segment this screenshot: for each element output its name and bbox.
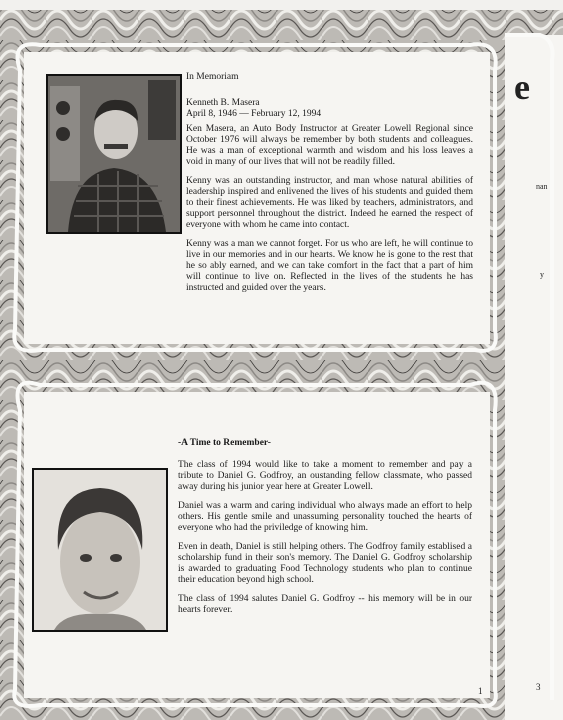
remember-heading: -A Time to Remember- — [178, 438, 271, 448]
remember-paragraph: Daniel was a warm and caring individual who always made an effort to help others. His gentle smile and unassuming personality touched the hearts of everyone who had the priviledge of knowing him. — [178, 501, 472, 534]
memoriam-body — [186, 124, 473, 302]
memoriam-photo — [46, 74, 182, 234]
remember-body — [178, 460, 472, 624]
remember-paragraph: Even in death, Daniel is still helping others. The Godfroy family establised a scholarship fund in their son's memory. The Daniel G. Godfroy scholarship is awarded to graduating Food Technology students who plan to continue their education beyond high school. — [178, 542, 472, 586]
memoriam-dates: April 8, 1946 — February 12, 1994 — [186, 109, 322, 119]
back-page-text-fragment: y — [540, 270, 544, 279]
remember-paragraph: The class of 1994 salutes Daniel G. Godfroy -- his memory will be in our hearts forever. — [178, 594, 472, 616]
memoriam-paragraph: Kenny was a man we cannot forget. For us who are left, he will continue to live in our memories and in our hearts. We know he is gone to the rest that he so ably earned, and we can take comfort in the fact that a part of him will continue to live on. Reflected in the lives of the students he has instructed and guided over the years. — [186, 239, 473, 294]
memoriam-header: In Memoriam — [186, 72, 239, 82]
back-page-title-letter: e — [514, 67, 530, 107]
student-portrait-photo — [32, 468, 168, 632]
remember-paragraph: The class of 1994 would like to take a moment to remember and pay a tribute to Daniel G. Godfroy, an oustanding fellow classmate, who passed away during his junior year here at Greater Lowell. — [178, 460, 472, 493]
back-page-text-fragment: nan — [536, 182, 548, 191]
page-number: 1 — [478, 686, 483, 696]
memoriam-paragraph: Kenny was an outstanding instructor, and man whose natural abilities of leadership inspired and enlivened the lives of his students and guided them to their finest achievements. He was liked by teachers, administrators, and support personnel throughout the district. Indeed he earned the respect of everyone with whom he came into contact. — [186, 176, 473, 231]
memoriam-paragraph: Ken Masera, an Auto Body Instructor at Greater Lowell Regional since October 1976 will always be remember by both students and colleagues. He was a man of exceptional warmth and wisdom and his loss leaves a void in many of our lives that will not be readily filled. — [186, 124, 473, 168]
back-page-number: 3 — [536, 682, 541, 692]
memoriam-name: Kenneth B. Masera — [186, 98, 260, 108]
